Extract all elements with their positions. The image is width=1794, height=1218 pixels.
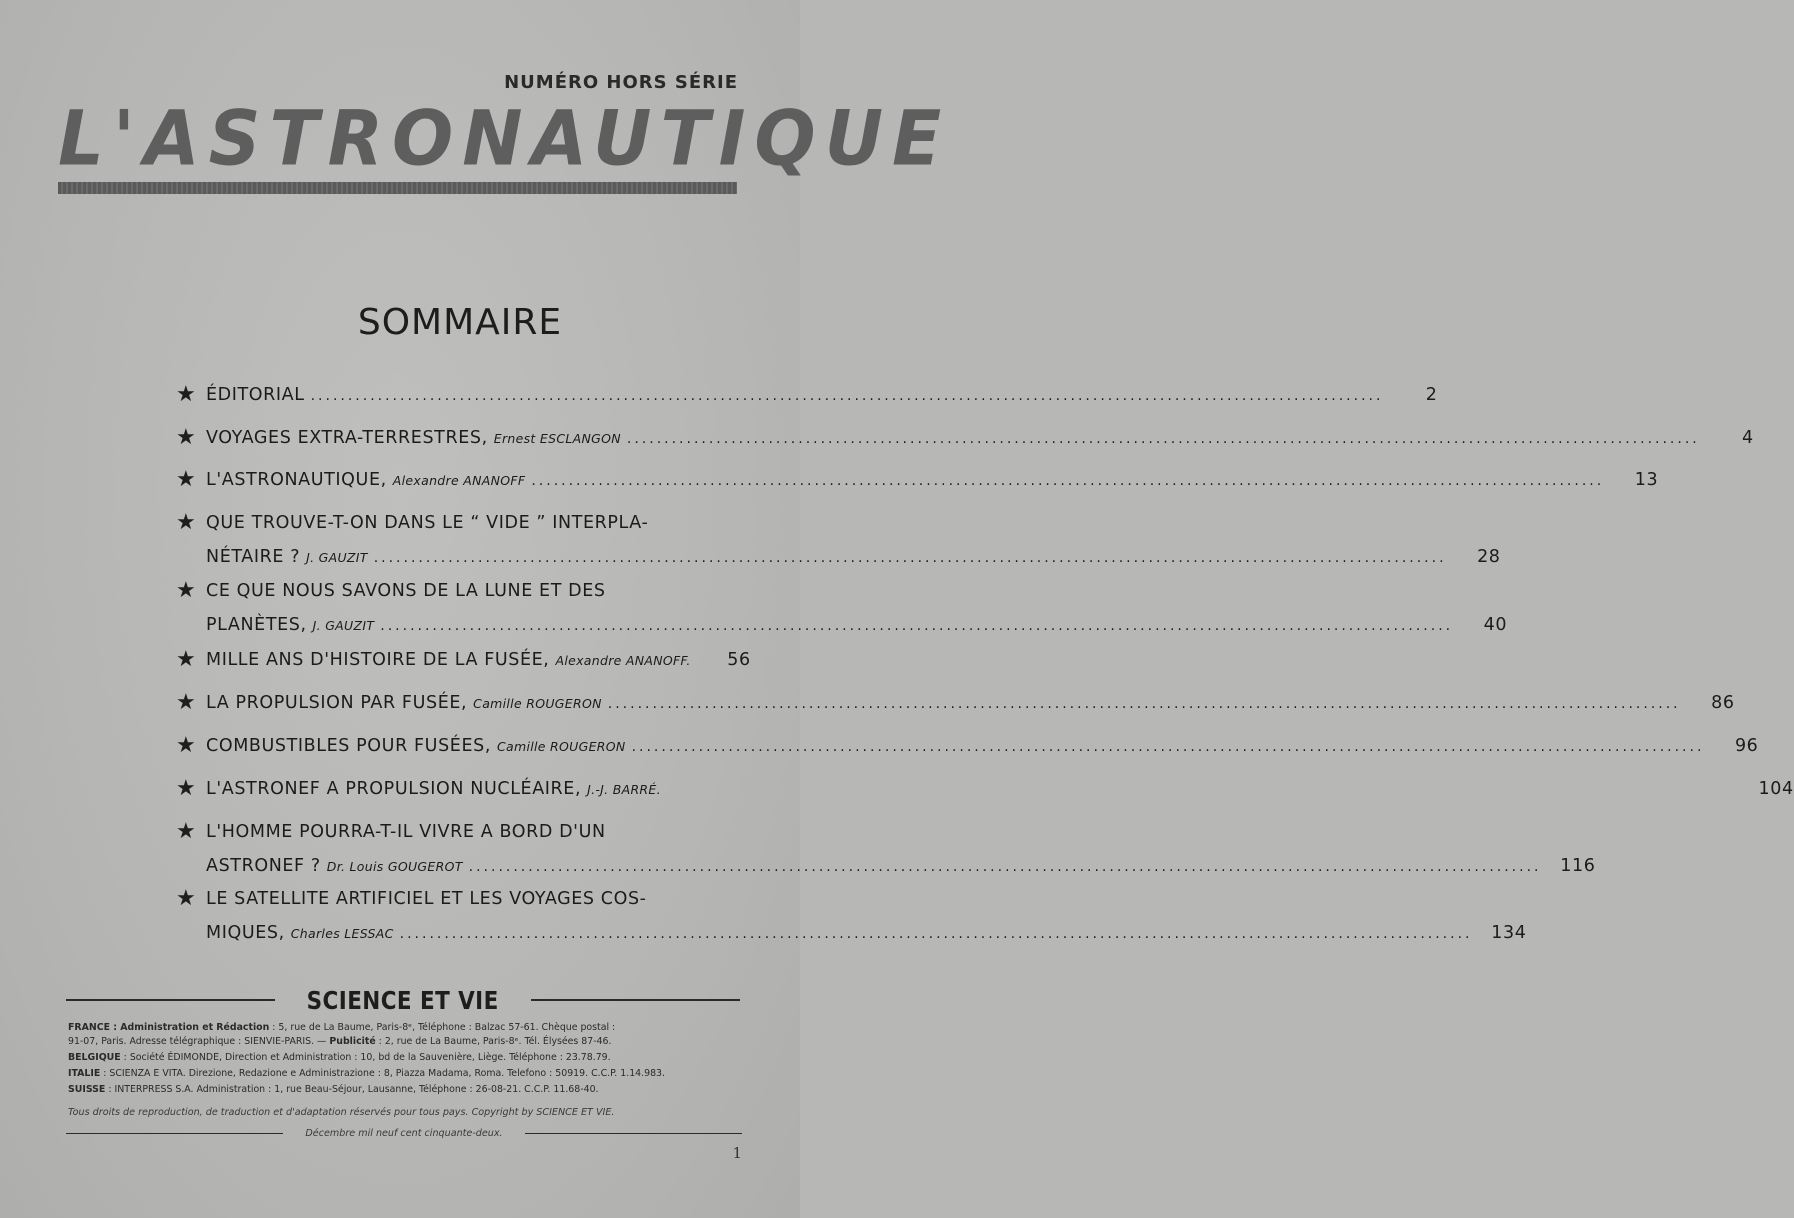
page-number: 1 xyxy=(732,1144,742,1162)
entry-author: J.-J. BARRÉ. xyxy=(587,782,661,797)
publisher-banner xyxy=(66,982,740,1018)
entry-page: 28 xyxy=(1477,547,1501,567)
entry-title: L'HOMME POURRA-T-IL VIVRE A BORD D'UN xyxy=(206,822,606,842)
entry-title: CE QUE NOUS SAVONS DE LA LUNE ET DES xyxy=(206,581,606,601)
divider xyxy=(66,1133,283,1134)
entry-title: COMBUSTIBLES POUR FUSÉES, xyxy=(206,736,491,756)
address-suisse: SUISSE : INTERPRESS S.A. Administration : 1, rue Beau-Séjour, Lausanne, Téléphone : 26-08-21. C.C.P. 11.68-40. xyxy=(68,1084,599,1095)
entry-page: 40 xyxy=(1483,615,1508,635)
star-icon: ★ xyxy=(176,467,196,492)
entry-page: 56 xyxy=(727,650,751,670)
entry-title: MILLE ANS D'HISTOIRE DE LA FUSÉE, xyxy=(206,650,550,670)
entry-page: 2 xyxy=(1425,385,1438,405)
star-icon: ★ xyxy=(176,647,196,672)
star-icon: ★ xyxy=(176,425,196,450)
copyright-notice: Tous droits de reproduction, de traduction et d'adaptation réservés pour tous pays. Copyright by SCIENCE ET VIE. xyxy=(68,1107,615,1118)
divider xyxy=(66,999,275,1001)
entry-author: Ernest ESCLANGON xyxy=(493,431,621,446)
entry-title: QUE TROUVE-T-ON DANS LE “ VIDE ” INTERPLA- xyxy=(206,513,649,533)
entry-title-continued: MIQUES, xyxy=(206,923,285,943)
star-icon: ★ xyxy=(176,886,196,911)
divider xyxy=(525,1133,742,1134)
entry-title: LA PROPULSION PAR FUSÉE, xyxy=(206,693,468,713)
star-icon: ★ xyxy=(176,510,196,535)
entry-author: Charles LESSAC xyxy=(290,926,394,941)
entry-author: Alexandre ANANOFF. xyxy=(555,653,691,668)
entry-page: 13 xyxy=(1634,470,1659,490)
star-icon: ★ xyxy=(176,578,196,603)
entry-title-continued: NÉTAIRE ? xyxy=(206,547,301,567)
address-france-2: 91-07, Paris. Adresse télégraphique : SIENVIE-PARIS. — Publicité : 2, rue de La Baume, Paris-8ᵉ. Tél. Élysées 87-46. xyxy=(68,1036,612,1047)
address-belgique: BELGIQUE : Société ÉDIMONDE, Direction et Administration : 10, bd de la Sauvenière, Liège. Téléphone : 23.78.79. xyxy=(68,1052,611,1063)
entry-title: ÉDITORIAL xyxy=(206,385,305,405)
star-icon: ★ xyxy=(176,776,196,801)
publication-date-row xyxy=(66,1125,742,1141)
star-icon: ★ xyxy=(176,382,196,407)
publication-date: Décembre mil neuf cent cinquante-deux. xyxy=(305,1127,503,1139)
entry-page: 134 xyxy=(1491,923,1527,943)
entry-title: VOYAGES EXTRA-TERRESTRES, xyxy=(206,428,488,448)
entry-author: J. GAUZIT xyxy=(312,618,375,633)
entry-author: J. GAUZIT xyxy=(306,550,368,565)
star-icon: ★ xyxy=(176,733,196,758)
publisher-name: SCIENCE ET VIE xyxy=(306,985,500,1015)
entry-title: LE SATELLITE ARTIFICIEL ET LES VOYAGES COS- xyxy=(206,889,647,909)
masthead-title: L'ASTRONAUTIQUE xyxy=(58,93,951,183)
entry-page: 86 xyxy=(1711,693,1735,713)
entry-author: Camille ROUGERON xyxy=(496,739,626,754)
divider xyxy=(531,999,740,1001)
entry-title: L'ASTRONAUTIQUE, xyxy=(206,470,387,490)
entry-page: 96 xyxy=(1734,736,1759,756)
star-icon: ★ xyxy=(176,690,196,715)
entry-title: L'ASTRONEF A PROPULSION NUCLÉAIRE, xyxy=(206,779,582,799)
entry-author: Alexandre ANANOFF xyxy=(392,473,526,488)
entry-title-continued: PLANÈTES, xyxy=(206,615,307,635)
entry-page: 116 xyxy=(1560,856,1596,876)
entry-author: Dr. Louis GOUGEROT xyxy=(326,859,463,874)
entry-title-continued: ASTRONEF ? xyxy=(206,856,321,876)
entry-author: Camille ROUGERON xyxy=(473,696,602,711)
address-france: FRANCE : Administration et Rédaction : 5, rue de La Baume, Paris-8ᵉ, Téléphone : Balzac 57-61. Chèque postal : xyxy=(68,1022,616,1033)
entry-page: 4 xyxy=(1741,428,1754,448)
toc-heading: SOMMAIRE xyxy=(357,302,563,343)
issue-label: NUMÉRO HORS SÉRIE xyxy=(504,72,738,93)
entry-page: 104 xyxy=(1758,779,1794,799)
address-italie: ITALIE : SCIENZA E VITA. Direzione, Redazione e Administrazione : 8, Piazza Madama, Roma. Telefono : 50919. C.C.P. 1.14.983. xyxy=(68,1068,665,1079)
star-icon: ★ xyxy=(176,819,196,844)
